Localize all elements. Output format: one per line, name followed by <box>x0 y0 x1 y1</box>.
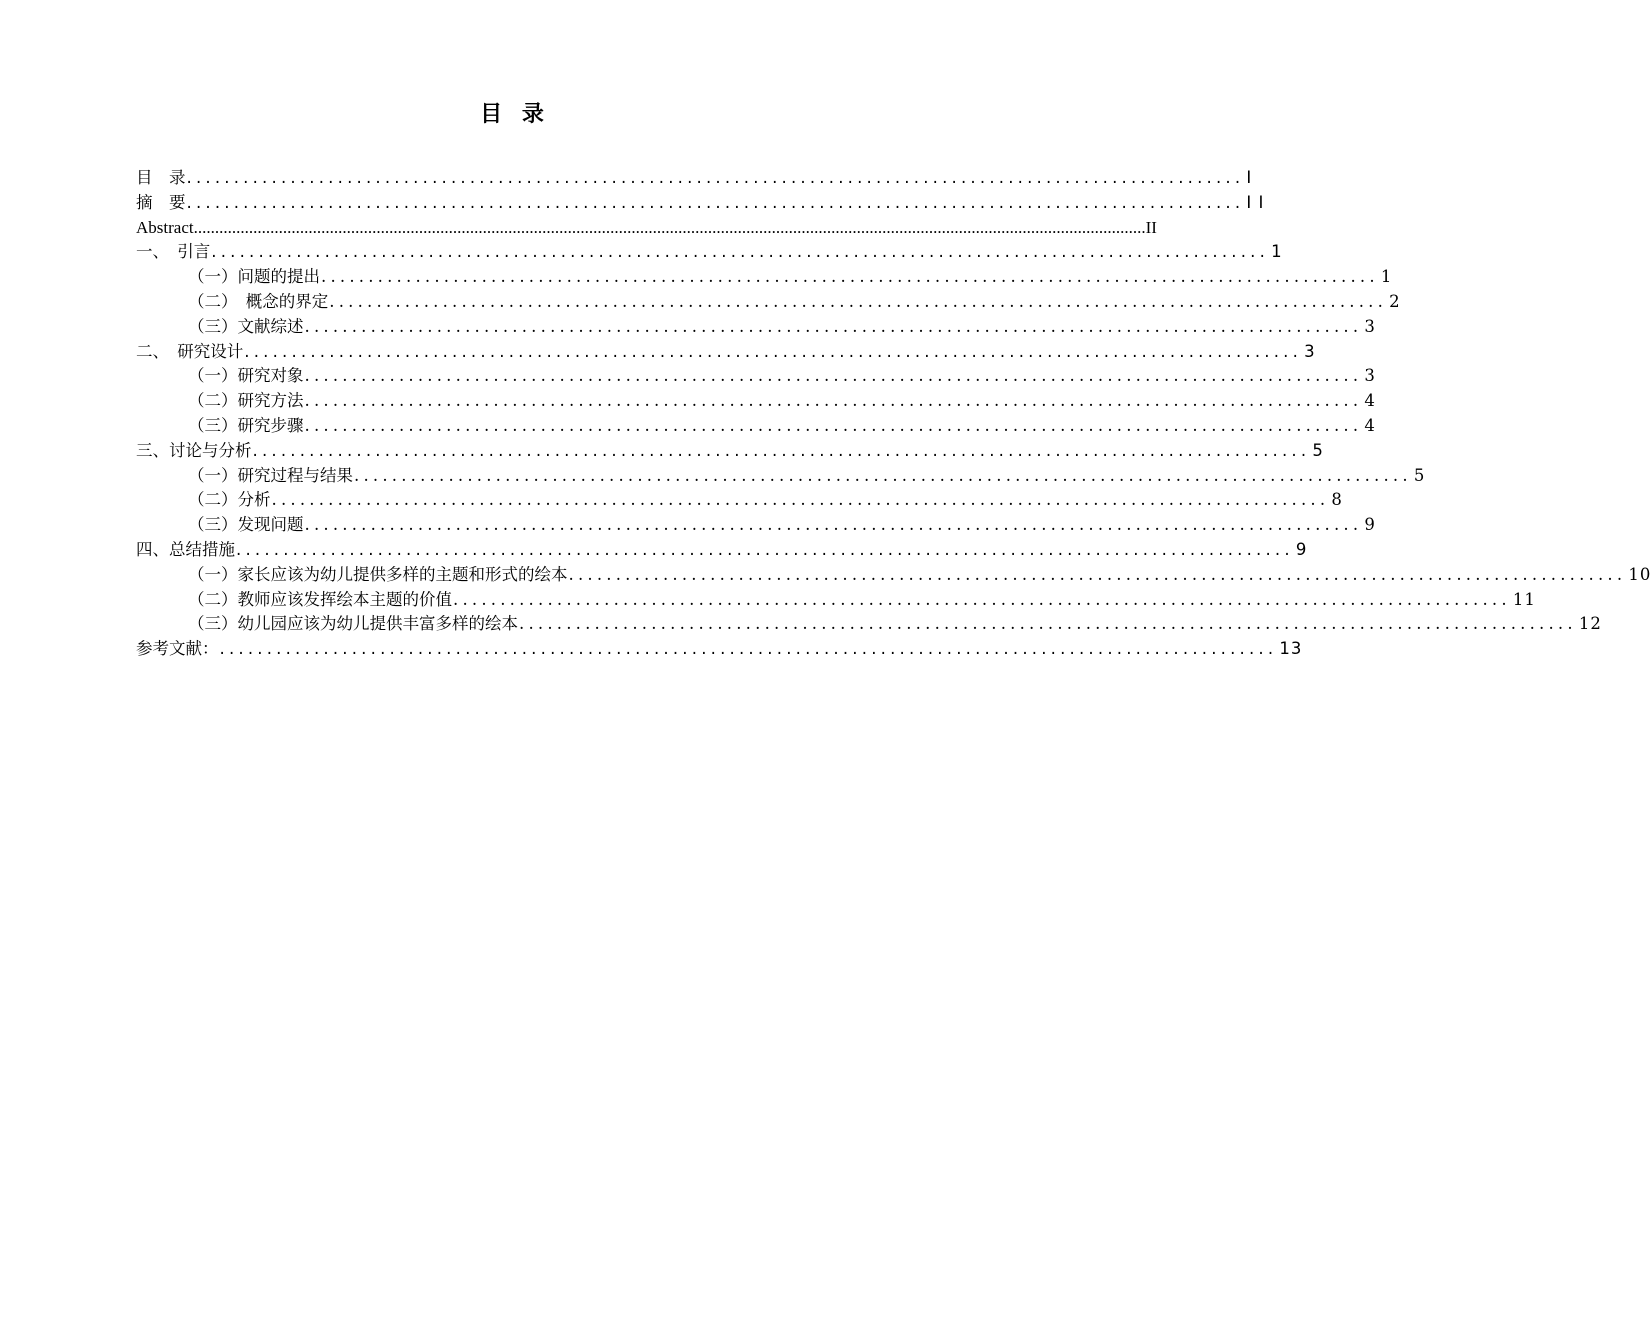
toc-page-number: 9 <box>1295 539 1308 559</box>
toc-dot-leader: ................................................................................................................ <box>304 415 1363 435</box>
toc-dot-leader: ................................................................................................................ <box>211 242 1270 262</box>
toc-page-number: I <box>1246 168 1253 187</box>
toc-entry[interactable] <box>136 364 1376 389</box>
toc-page-number: 2 <box>1389 291 1401 311</box>
toc-entry-text: （二）研究方法 <box>188 391 304 411</box>
toc-entry[interactable] <box>136 513 1376 538</box>
toc-entry-text: 摘 要 <box>136 192 186 212</box>
toc-entry-text: （二）教师应该发挥绘本主题的价值 <box>188 589 452 609</box>
toc-entry-text: 三、讨论与分析 <box>136 440 252 460</box>
toc-entry[interactable] <box>136 612 1602 637</box>
toc-page-number: 1 <box>1271 242 1283 262</box>
toc-dot-leader: ................................................................................................................ <box>236 539 1294 559</box>
toc-page-number: 11 <box>1512 589 1536 609</box>
toc-dot-leader: ................................................................................................................ <box>304 515 1363 535</box>
toc-entry[interactable] <box>136 240 1283 265</box>
toc-entry[interactable] <box>136 464 1426 489</box>
toc-page-number: 10 <box>1628 564 1651 584</box>
toc-entry[interactable] <box>136 290 1401 315</box>
toc-entry-text: Abstract <box>136 217 194 237</box>
toc-dot-leader: ................................................................................................................ <box>252 440 1311 460</box>
toc-entry[interactable] <box>136 588 1536 613</box>
toc-entry-text: 二、 研究设计 <box>136 341 244 361</box>
toc-entry[interactable] <box>136 166 1253 191</box>
toc-dot-leader: ................................................................................................................ <box>519 614 1577 634</box>
toc-entry-text: （三）文献综述 <box>188 316 304 336</box>
toc-entry[interactable] <box>136 439 1324 464</box>
toc-entry[interactable] <box>136 265 1393 290</box>
toc-entry[interactable] <box>136 315 1376 340</box>
toc-page-number: 4 <box>1364 415 1376 435</box>
toc-page-number: 13 <box>1279 639 1303 659</box>
toc-dot-leader: ................................................................................................................ <box>568 564 1627 584</box>
toc-page-number: 4 <box>1364 391 1376 411</box>
toc-dot-leader: ................................................................................................................ <box>321 267 1379 287</box>
toc-entry[interactable] <box>136 216 1157 241</box>
toc-entry[interactable] <box>136 414 1376 439</box>
toc-page-number: 3 <box>1364 366 1376 386</box>
toc-entry[interactable] <box>136 538 1308 563</box>
toc-dot-leader: ................................................................................................................ <box>271 490 1330 510</box>
toc-entry-text: 目 录 <box>136 168 186 187</box>
toc-page-number: 1 <box>1380 267 1393 287</box>
toc-dot-leader: ................................................................................................................ <box>354 465 1412 485</box>
toc-page-number: 5 <box>1312 440 1324 460</box>
toc-entry-text: （二）分析 <box>188 490 271 510</box>
toc-entry-text: 四、总结措施 <box>136 539 235 559</box>
toc-page-number: 5 <box>1413 465 1426 485</box>
toc-page-number: 12 <box>1578 614 1602 634</box>
toc-dot-leader: ................................................................................................................ <box>304 391 1363 411</box>
toc-entry-text: （二） 概念的界定 <box>188 291 329 311</box>
toc-heading: 目 录 <box>480 102 550 127</box>
toc-entry[interactable] <box>136 191 1265 216</box>
toc-page-number: 8 <box>1331 490 1343 510</box>
table-of-contents <box>136 166 1651 662</box>
toc-page-number: 3 <box>1304 341 1316 361</box>
toc-entry-text: （三）发现问题 <box>188 515 304 535</box>
toc-dot-leader: ................................................................................................................ <box>304 316 1363 336</box>
toc-entry-text: （一）研究过程与结果 <box>188 465 353 485</box>
toc-dot-leader: ................................................................................................................ <box>329 291 1388 311</box>
toc-entry-text: （一）家长应该为幼儿提供多样的主题和形式的绘本 <box>188 564 568 584</box>
toc-entry-text: （三）幼儿园应该为幼儿提供丰富多样的绘本 <box>188 614 518 634</box>
toc-entry[interactable] <box>136 563 1651 588</box>
toc-page-number: 9 <box>1364 515 1376 535</box>
toc-entry-text: 参考文献： <box>136 639 219 659</box>
toc-page-number: 3 <box>1364 316 1376 336</box>
toc-entry[interactable] <box>136 637 1303 662</box>
toc-entry-text: （一）问题的提出 <box>188 267 320 287</box>
toc-page-number: II <box>1145 217 1157 237</box>
toc-entry[interactable] <box>136 340 1316 365</box>
toc-dot-leader: ................................................................................................................ <box>304 366 1363 386</box>
toc-entry[interactable] <box>136 488 1343 513</box>
toc-dot-leader: ................................................................................................................ <box>219 639 1278 659</box>
toc-dot-leader: ................................................................................................................ <box>186 168 1245 187</box>
toc-dot-leader: ................................................................................................................ <box>453 589 1511 609</box>
toc-dot-leader: ................................................................................................................................................................................................................................ <box>193 217 1146 237</box>
toc-dot-leader: ................................................................................................................ <box>244 341 1303 361</box>
toc-entry-text: 一、 引言 <box>136 242 211 262</box>
toc-entry-text: （三）研究步骤 <box>188 415 304 435</box>
toc-entry-text: （一）研究对象 <box>188 366 304 386</box>
toc-page-number: I I <box>1246 192 1265 212</box>
toc-dot-leader: ................................................................................................................ <box>186 192 1245 212</box>
toc-entry[interactable] <box>136 389 1376 414</box>
